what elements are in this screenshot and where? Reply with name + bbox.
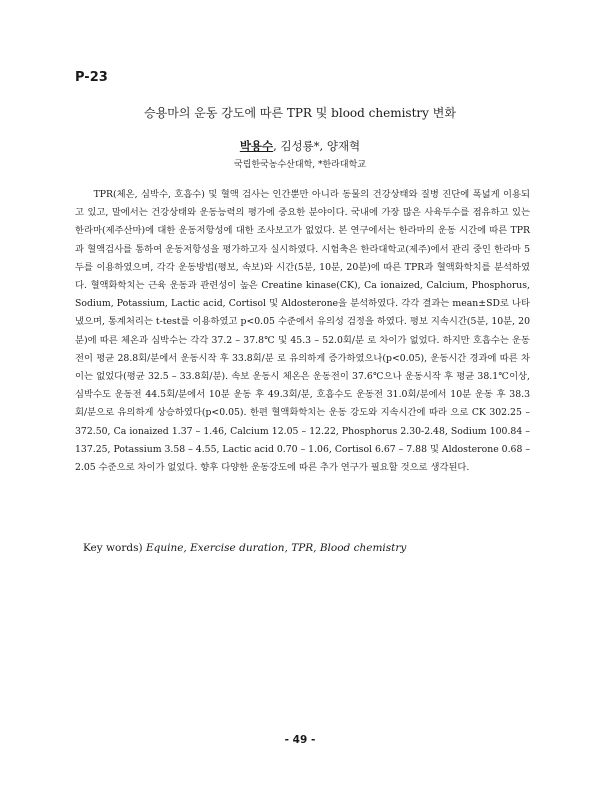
page-number: - 49 - — [284, 734, 316, 746]
keywords-terms: Equine, Exercise duration, TPR, Blood chemistry — [145, 542, 407, 554]
keywords-line — [83, 542, 406, 554]
author-list — [0, 138, 600, 154]
abstract-body: TPR(체온, 심박수, 호흡수) 및 혈액 검사는 인간뿐만 아니라 동물의 건강상태와 질병 진단에 폭넓게 이용되고 있고, 말에서는 건강상태와 운동능력의 평가에 중요한 분야이다. 국내에 가장 많은 사육두수를 점유하고 있는 한라마(제주산마)에 대한 운동저항성에 대한 조사보고가 없었다. 본 연구에서는 한라마의 운동 시간에 따른 TPR과 혈액검사를 통하여 운동저항성을 평가하고자 실시하였다. 시험축은 한라대학교(제주)에서 관리 중인 한라마 5두를 이용하였으며, 각각 운동방법(평보, 속보)와 시간(5분, 10분, 20분)에 따른 TPR과 혈액화학치를 분석하였다. 혈액화학치는 근육 운동과 관련성이 높은 Creatine kinase(CK), Ca ionaized, Calcium, Phosphorus, Sodium, Potassium, Lactic acid, Cortisol 및 Aldosterone을 분석하였다. 각각 결과는 mean±SD로 나타냈으며, 통계처리는 t-test를 이용하였고 p<0.05 수준에서 유의성 검정을 하였다. 평보 지속시간(5분, 10분, 20분)에 따른 체온과 심박수는 각각 37.2 – 37.8℃ 및 45.3 – 52.0회/분 로 차이가 없었다. 하지만 호흡수는 운동전이 평균 28.8회/분에서 운동시작 후 33.8회/분 로 유의하게 증가하였으나(p<0.05), 운동시간 경과에 따른 차이는 없었다(평균 32.5 – 33.8회/분). 속보 운동시 체온은 운동전이 37.6℃으나 운동시작 후 평균 38.1℃이상, 심박수도 운동전 44.5회/분에서 10분 운동 후 49.3회/분, 호흡수도 운동전 31.0회/분에서 10분 운동 후 38.3회/분으로 유의하게 상승하였다(p<0.05). 한편 혈액화학치는 운동 강도와 지속시간에 따라 으로 CK 302.25 – 372.50, Ca ionaized 1.37 – 1.46, Calcium 12.05 – 12.22, Phosphorus 2.30-2.48, Sodium 100.84 – 137.25, Potassium 3.58 – 4.55, Lactic acid 0.70 – 1.06, Cortisol 6.67 – 7.88 및 Aldosterone 0.68 – 2.05 수준으로 차이가 없었다. 향후 다양한 운동강도에 따른 추가 연구가 필요할 것으로 생각된다. — [75, 189, 530, 474]
presenting-author: 박용수 — [239, 139, 274, 153]
affiliation: 국립한국농수산대학, *한라대학교 — [234, 160, 366, 170]
keywords-label: Key words) — [83, 542, 143, 554]
paper-title: 승용마의 운동 강도에 따른 TPR 및 blood chemistry 변화 — [144, 106, 456, 120]
co-authors: , 김성룡*, 양재혁 — [273, 139, 361, 153]
abstract-code: P-23 — [75, 70, 108, 85]
